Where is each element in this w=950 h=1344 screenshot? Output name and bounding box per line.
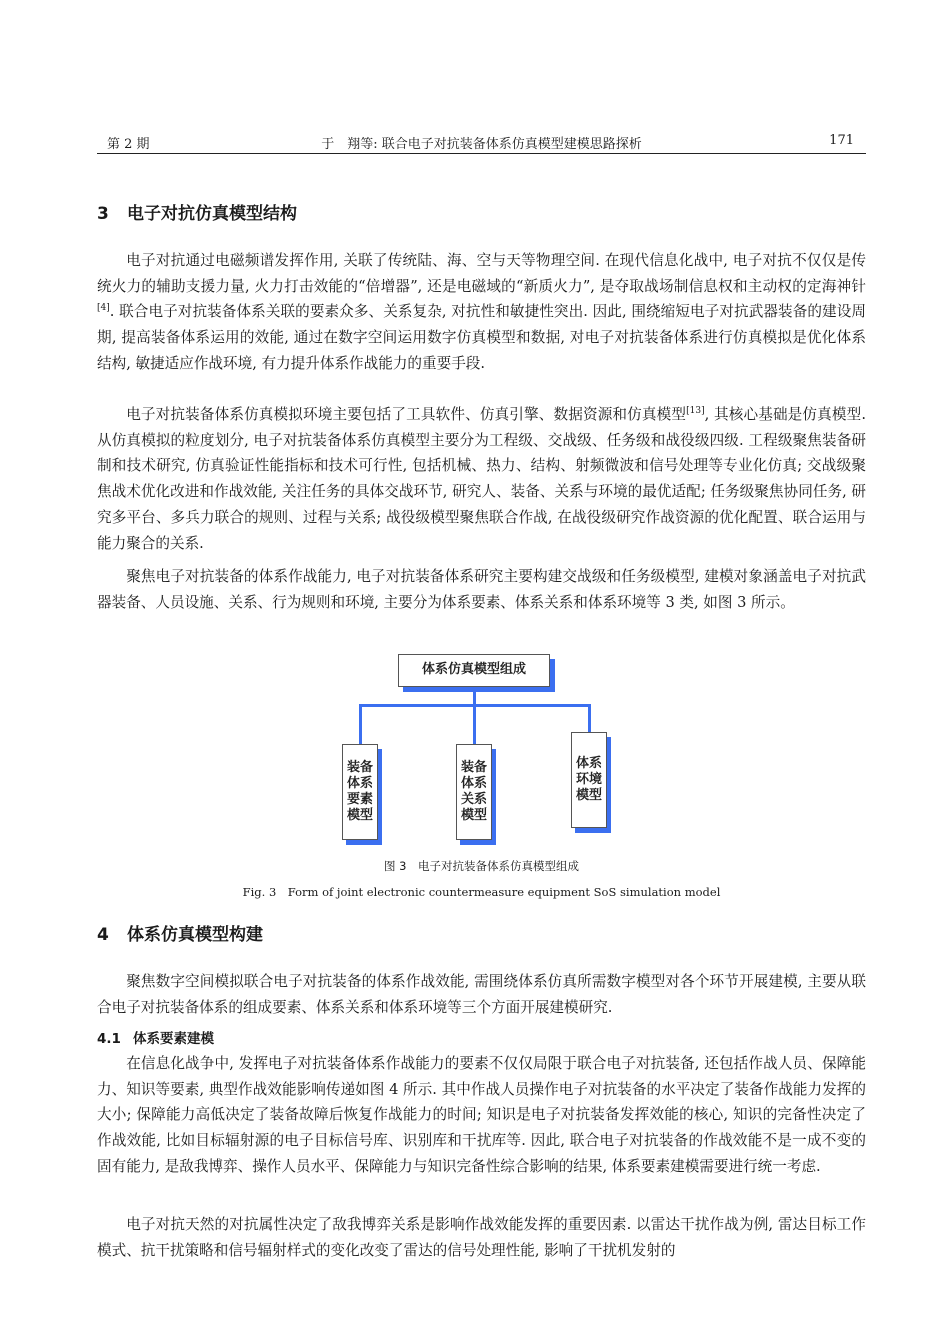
section-number: 3 — [97, 204, 109, 224]
paragraph — [97, 248, 866, 377]
leaf-node — [456, 744, 492, 840]
citation: [4] — [97, 303, 110, 314]
running-header — [97, 133, 866, 154]
section-title: 电子对抗仿真模型结构 — [127, 204, 297, 224]
section-4-heading — [97, 920, 263, 945]
leaf-label: 装备体系要素模型 — [346, 760, 373, 823]
citation: [13] — [686, 406, 705, 417]
connector — [473, 687, 476, 705]
paragraph: 电子对抗天然的对抗属性决定了敌我博弈关系是影响作战效能发挥的重要因素. 以雷达干扰作战为例, 雷达目标工作模式、抗干扰策略和信号辐射样式的变化改变了雷达的信号处理性能, 影响了干扰机发射的 — [97, 1216, 866, 1259]
paragraph: 聚焦数字空间模拟联合电子对抗装备的体系作战效能, 需围绕体系仿真所需数字模型对各个环节开展建模, 主要从联合电子对抗装备体系的组成要素、体系关系和体系环境等三个方面开展建模研究. — [97, 973, 866, 1016]
root-node: 体系仿真模型组成 — [398, 654, 550, 687]
connector — [473, 704, 476, 744]
leaf-label: 体系环境模型 — [575, 756, 602, 803]
section-number: 4 — [97, 925, 109, 945]
text: 电子对抗通过电磁频谱发挥作用, 关联了传统陆、海、空与天等物理空间. 在现代信息化战中, 电子对抗不仅仅是传统火力的辅助支援力量, 火力打击效能的“倍增器”, 还是电磁域的“新质火力”, 是夺取战场制信息权和主动权的定海神针 — [97, 252, 866, 295]
section-title: 体系仿真模型构建 — [127, 925, 263, 945]
subsection-number: 4.1 — [97, 1031, 121, 1047]
subsection-4-1-heading — [97, 1027, 214, 1047]
connector — [359, 704, 362, 744]
figure-3-diagram — [342, 654, 622, 844]
leaf-label: 装备体系关系模型 — [460, 760, 487, 823]
text: 电子对抗装备体系仿真模拟环境主要包括了工具软件、仿真引擎、数据资源和仿真模型 — [126, 406, 687, 423]
page-number: 171 — [829, 133, 854, 148]
connector — [588, 704, 591, 732]
subsection-title: 体系要素建模 — [133, 1031, 214, 1047]
figure-caption-cn: 图 3 电子对抗装备体系仿真模型组成 — [384, 859, 579, 873]
issue-number: 第 2 期 — [107, 137, 150, 152]
paragraph — [97, 402, 866, 556]
paragraph: 在信息化战争中, 发挥电子对抗装备体系作战能力的要素不仅仅局限于联合电子对抗装备, 还包括作战人员、保障能力、知识等要素, 典型作战效能影响传递如图 4 所示. 其中作战人员操作电子对抗装备的水平决定了装备作战能力发挥的大小; 保障能力高低决定了装备故障后恢复作战能力的时间; 知识是电子对抗装备发挥效能的核心, 知识的完备性决定了作战效能, 比如目标辐射源的电子目标信号库、识别库和干扰库等. 因此, 联合电子对抗装备的作战效能不是一成不变的固有能力, 是敌我博弈、操作人员水平、保障能力与知识完备性综合影响的结果, 体系要素建模需要进行统一考虑. — [97, 1055, 866, 1175]
text: , 其核心基础是仿真模型. 从仿真模拟的粒度划分, 电子对抗装备体系仿真模型主要分为工程级、交战级、任务级和战役级四级. 工程级聚焦装备研制和技术研究, 仿真验证性能指标和技术可行性, 包括机械、热力、结构、射频微波和信号处理等专业化仿真; 交战级聚焦战术优化改进和作战效能, 关注任务的具体交战环节, 研究人、装备、关系与环境的最优适配; 任务级聚焦协同任务, 研究多平台、多兵力联合的规则、过程与关系; 战役级模型聚焦联合作战, 在战役级研究作战资源的优化配置、联合运用与能力聚合的关系. — [97, 406, 866, 552]
paragraph: 聚焦电子对抗装备的体系作战能力, 电子对抗装备体系研究主要构建交战级和任务级模型, 建模对象涵盖电子对抗武器装备、人员设施、关系、行为规则和环境, 主要分为体系要素、体系关系和体系环境等 3 类, 如图 3 所示。 — [97, 568, 866, 611]
running-title: 于 翔等: 联合电子对抗装备体系仿真模型建模思路探析 — [321, 137, 642, 152]
leaf-node — [342, 744, 378, 840]
leaf-node — [571, 732, 607, 828]
text: . 联合电子对抗装备体系关联的要素众多、关系复杂, 对抗性和敏捷性突出. 因此, 围绕缩短电子对抗武器装备的建设周期, 提高装备体系运用的效能, 通过在数字空间运用数字仿真模型和数据, 对电子对抗装备体系进行仿真模拟是优化体系结构, 敏捷适应作战环境, 有力提升体系作战能力的重要手段. — [97, 303, 866, 372]
section-3-heading — [97, 199, 297, 224]
figure-caption-en: Fig. 3 Form of joint electronic countermeasure equipment SoS simulation model — [242, 885, 721, 899]
